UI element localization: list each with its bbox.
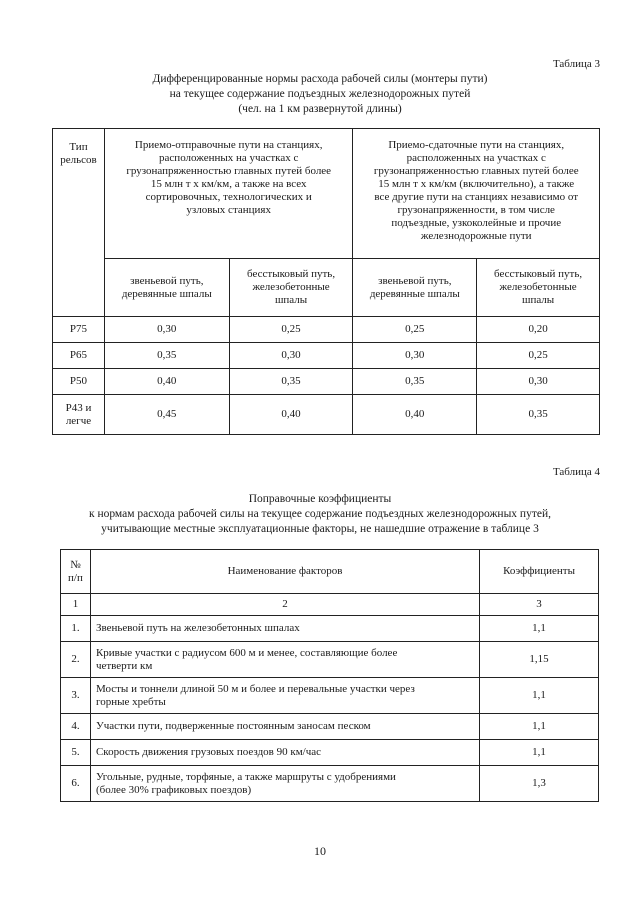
table-row <box>61 714 599 740</box>
value-cell: 0,35 <box>104 343 229 369</box>
rail-type-cell: Р50 <box>53 369 105 395</box>
table4-title-line: Поправочные коэффициенты <box>248 493 392 505</box>
factor-name: Мосты и тоннели длиной 50 м и более и перевальные участки через горные хребты <box>90 678 479 714</box>
rail-type-cell: Р43 и легче <box>53 395 105 435</box>
table-row <box>61 642 599 678</box>
page-number: 10 <box>314 844 326 858</box>
table4-title <box>0 492 640 537</box>
header-rail-type: Тип рельсов <box>53 129 105 317</box>
value-cell: 0,30 <box>353 343 477 369</box>
table3-title-line: (чел. на 1 км развернутой длины) <box>238 103 402 115</box>
value-cell: 0,25 <box>353 317 477 343</box>
table3-title-line: Дифференцированные нормы расхода рабочей силы (монтеры пути) <box>152 73 488 85</box>
coefficient: 1,15 <box>480 642 599 678</box>
coefficient: 1,1 <box>480 616 599 642</box>
value-cell: 0,45 <box>104 395 229 435</box>
coefficient: 1,1 <box>480 740 599 766</box>
header-group-2: Приемо-сдаточные пути на станциях, расположенных на участках с грузонапряженностью главных путей более 15 млн т х км/км (включительно), а также все другие пути на станциях независимо от грузонапряженности, в том числе подъездные, узкоколейные и прочие железнодорожные пути <box>353 129 600 259</box>
table3-title-line: на текущее содержание подъездных железнодорожных путей <box>169 88 471 100</box>
factor-name: Угольные, рудные, торфяные, а также маршруты с удобрениями (более 30% графиковых поездов) <box>90 766 479 802</box>
table4-label: Таблица 4 <box>552 466 600 478</box>
table4-title-line: к нормам расхода рабочей силы на текущее содержание подъездных железнодорожных путей, <box>88 508 552 520</box>
row-number: 6. <box>61 766 91 802</box>
value-cell: 0,35 <box>353 369 477 395</box>
value-cell: 0,30 <box>104 317 229 343</box>
factor-name: Кривые участки с радиусом 600 м и менее, составляющие более четверти км <box>90 642 479 678</box>
subheader-cell: звеньевой путь, деревянные шпалы <box>104 259 229 317</box>
table-row <box>53 369 600 395</box>
rail-type-cell: Р75 <box>53 317 105 343</box>
subheader-cell: звеньевой путь, деревянные шпалы <box>353 259 477 317</box>
value-cell: 0,40 <box>353 395 477 435</box>
table-row <box>61 740 599 766</box>
coefficient: 1,1 <box>480 678 599 714</box>
factor-name: Звеньевой путь на железобетонных шпалах <box>90 616 479 642</box>
subheader-cell: бесстыковый путь, железобетонные шпалы <box>477 259 600 317</box>
table3-title <box>0 72 640 117</box>
value-cell: 0,20 <box>477 317 600 343</box>
table3-label: Таблица 3 <box>552 58 600 70</box>
table-row <box>61 766 599 802</box>
value-cell: 0,25 <box>229 317 353 343</box>
column-number: 3 <box>480 594 599 616</box>
row-number: 5. <box>61 740 91 766</box>
row-number: 1. <box>61 616 91 642</box>
table-row <box>53 343 600 369</box>
column-number: 2 <box>90 594 479 616</box>
table-row <box>53 317 600 343</box>
coefficient: 1,3 <box>480 766 599 802</box>
rail-type-cell: Р65 <box>53 343 105 369</box>
header-factor-name: Наименование факторов <box>90 550 479 594</box>
table-row <box>61 616 599 642</box>
value-cell: 0,40 <box>229 395 353 435</box>
value-cell: 0,25 <box>477 343 600 369</box>
coefficient: 1,1 <box>480 714 599 740</box>
value-cell: 0,35 <box>477 395 600 435</box>
value-cell: 0,35 <box>229 369 353 395</box>
row-number: 2. <box>61 642 91 678</box>
row-number: 3. <box>61 678 91 714</box>
header-coefficients: Коэффициенты <box>480 550 599 594</box>
factor-name: Скорость движения грузовых поездов 90 км/час <box>90 740 479 766</box>
table4-title-line: учитывающие местные эксплуатационные факторы, не нашедшие отражение в таблице 3 <box>101 523 539 535</box>
table-row <box>61 678 599 714</box>
row-number: 4. <box>61 714 91 740</box>
table4 <box>60 549 599 802</box>
factor-name: Участки пути, подверженные постоянным заносам песком <box>90 714 479 740</box>
subheader-cell: бесстыковый путь, железобетонные шпалы <box>229 259 353 317</box>
value-cell: 0,40 <box>104 369 229 395</box>
value-cell: 0,30 <box>229 343 353 369</box>
header-no: № п/п <box>61 550 91 594</box>
value-cell: 0,30 <box>477 369 600 395</box>
column-number: 1 <box>61 594 91 616</box>
table-row <box>53 395 600 435</box>
header-group-1: Приемо-отправочные пути на станциях, расположенных на участках с грузонапряженностью главных путей более 15 млн т х км/км, а также на всех сортировочных, технологических и узловых станциях <box>104 129 353 259</box>
table3 <box>52 128 600 435</box>
